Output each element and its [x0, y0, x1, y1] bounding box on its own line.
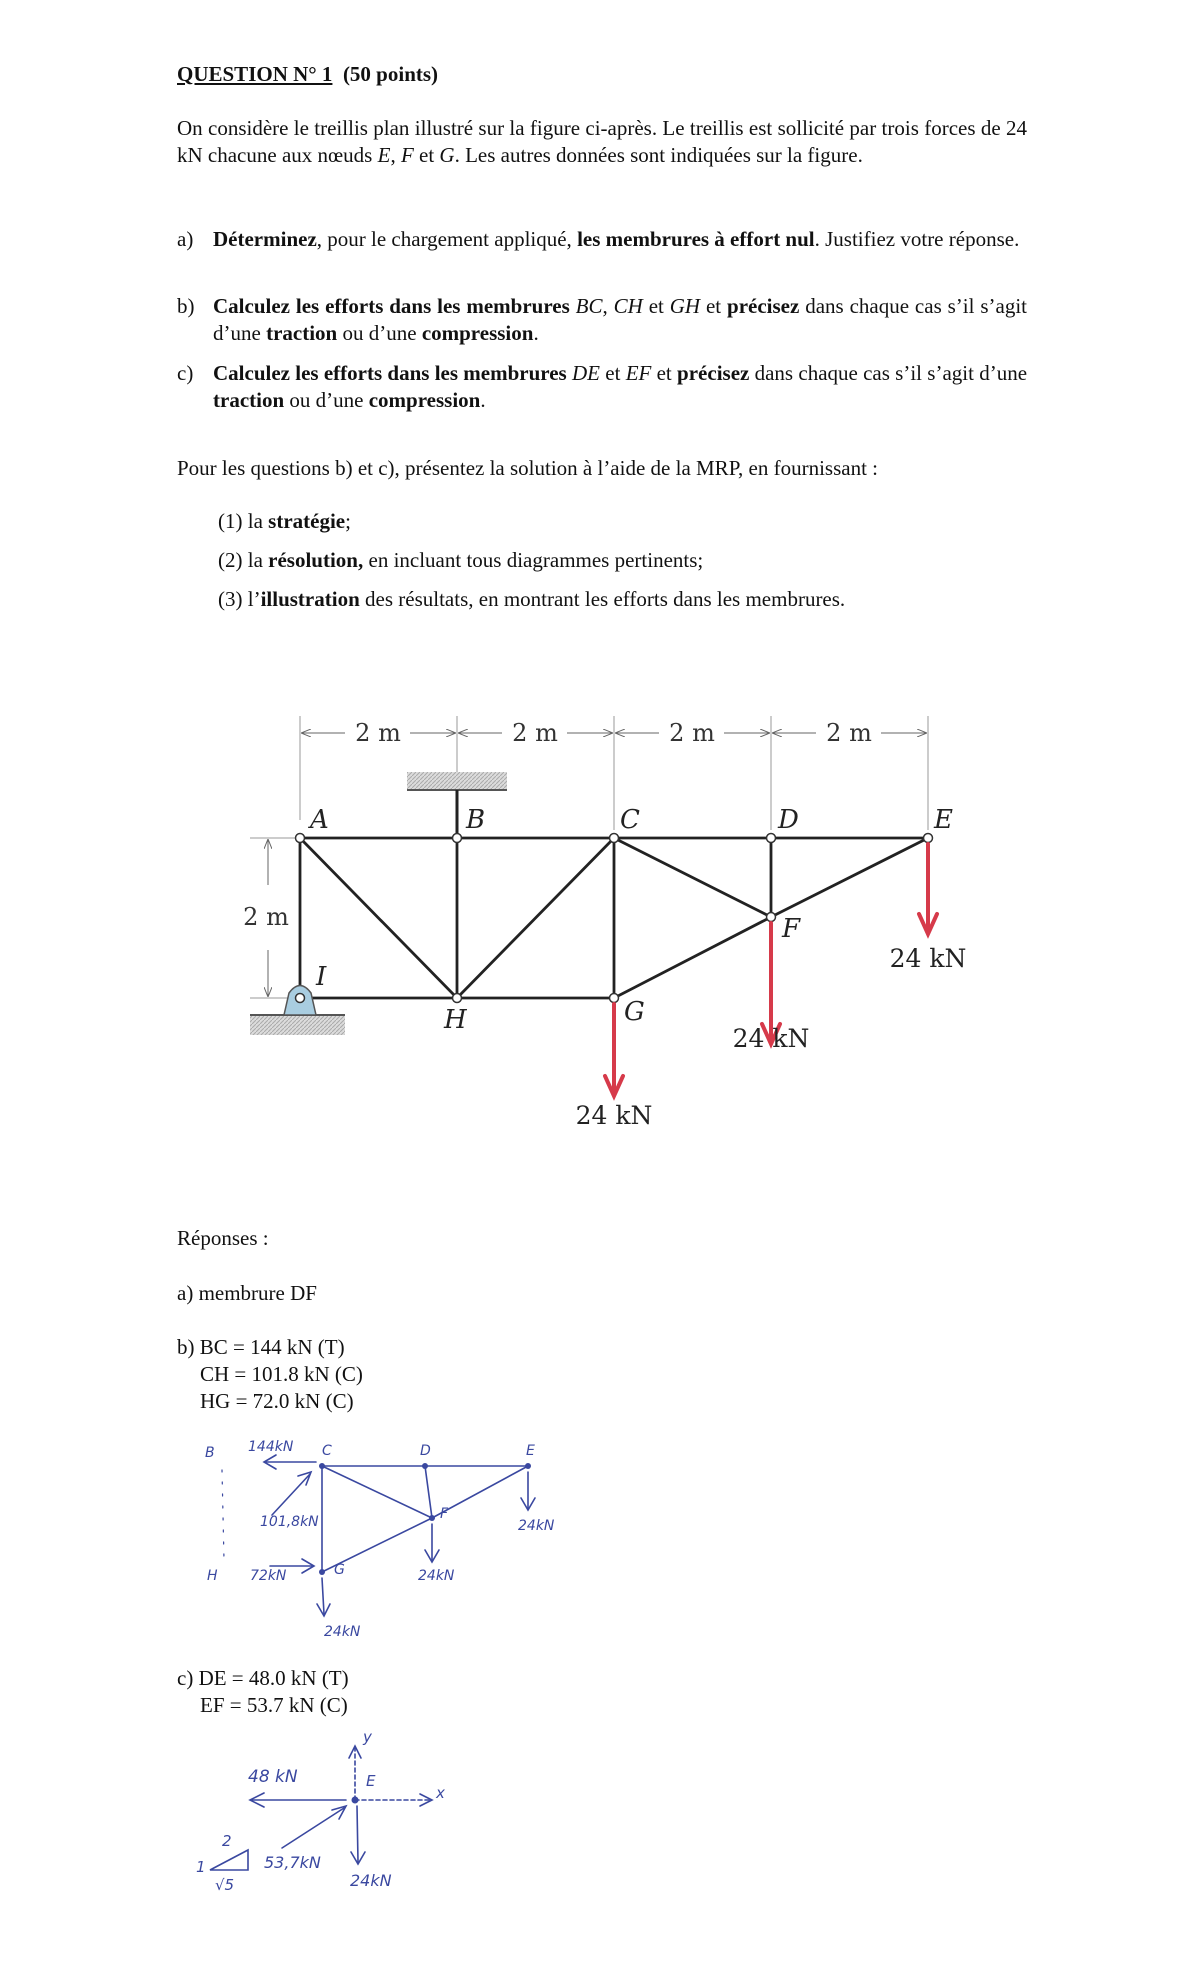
sketch2-slope-sqrt5: √5 [215, 1876, 235, 1894]
sketch1-label-f: F [440, 1506, 449, 1522]
node-label-b: B [466, 805, 486, 835]
sketch2-label-e: E [366, 1772, 376, 1790]
node-label-g: G [624, 997, 645, 1027]
node-label-h: H [444, 1005, 467, 1035]
node-label-e: E [934, 805, 953, 835]
dim-label-4: 2 m [826, 719, 872, 747]
node-label-i: I [316, 962, 327, 992]
sketch1-label-c: C [322, 1443, 332, 1459]
sketch2-slope-2: 2 [222, 1832, 232, 1850]
item-c: c) Calculez les efforts dans les membrures DE et EF et précisez dans chaque cas s’il s’agit d’une traction ou d’une compression. [177, 361, 1028, 412]
answer-a: a) membrure DF [177, 1281, 317, 1305]
answer-c-ef: EF = 53.7 kN (C) [200, 1693, 348, 1717]
item-b: b) Calculez les efforts dans les membrures BC, CH et GH et précisez dans chaque cas s’il s’agit d’une traction ou d’une compression. [177, 294, 1027, 345]
sketch2-arrow-ef [282, 1808, 344, 1848]
dim-label-height: 2 m [243, 903, 289, 931]
mrp-intro: Pour les questions b) et c), présentez la solution à l’aide de la MRP, en fournissant : [177, 456, 879, 480]
dim-label-2: 2 m [512, 719, 558, 747]
step-3: (3) l’illustration des résultats, en montrant les efforts dans les membrures. [218, 587, 846, 611]
sketch2-slope-1: 1 [196, 1858, 206, 1876]
sketch2-force-ef: 53,7kN [264, 1853, 321, 1872]
intro-paragraph: On considère le treillis plan illustré sur la figure ci-après. Le treillis est sollicité par trois forces de 24 kN chacune aux nœuds E, F et G. Les autres données sont indiquées sur la figure. [177, 116, 1027, 167]
sketch1-label-d: D [420, 1443, 431, 1459]
answers-heading: Réponses : [177, 1226, 269, 1250]
sketch1-force-ch: 101,8kN [260, 1514, 319, 1530]
answer-b-ch: CH = 101.8 kN (C) [200, 1362, 363, 1386]
sketch2-force-de: 48 kN [248, 1767, 298, 1787]
load-label-f: 24 kN [732, 1024, 810, 1053]
sketch1-label-g: G [334, 1562, 345, 1578]
sketch1-force-hg: 72kN [250, 1568, 287, 1584]
load-label-g: 24 kN [575, 1101, 653, 1130]
sketch1-force-le: 24kN [518, 1518, 555, 1534]
sketch2-force-load: 24kN [350, 1871, 392, 1890]
sketch2-arrow-load [357, 1806, 358, 1862]
answer-b-bc: b) BC = 144 kN (T) [177, 1335, 345, 1359]
sketch2-label-y: y [363, 1728, 372, 1746]
dim-label-1: 2 m [355, 719, 401, 747]
sketch2-slope-triangle [210, 1850, 248, 1870]
sketch1-force-lg: 24kN [324, 1624, 361, 1640]
step-2: (2) la résolution, en incluant tous diagrammes pertinents; [218, 548, 704, 572]
node-label-a: A [310, 805, 329, 835]
answer-c-de: c) DE = 48.0 kN (T) [177, 1666, 349, 1690]
sketch1-label-h: H [207, 1568, 218, 1584]
step-1: (1) la stratégie; [218, 509, 351, 533]
load-label-e: 24 kN [889, 944, 967, 973]
sketch1-label-b: B [205, 1445, 215, 1461]
node-label-f: F [782, 914, 801, 944]
question-title: QUESTION N° 1 (50 points) [177, 62, 439, 86]
sketch1-label-e: E [526, 1443, 535, 1459]
node-label-d: D [778, 805, 799, 835]
dim-label-3: 2 m [669, 719, 715, 747]
sketch2-label-x: x [436, 1784, 445, 1802]
node-label-c: C [620, 805, 640, 835]
sketch1-force-lf: 24kN [418, 1568, 455, 1584]
sketch1-force-bc: 144kN [248, 1439, 294, 1455]
item-a: a) Déterminez, pour le chargement appliqué, les membrures à effort nul. Justifiez votre réponse. [177, 227, 1020, 251]
answer-b-hg: HG = 72.0 kN (C) [200, 1389, 354, 1413]
